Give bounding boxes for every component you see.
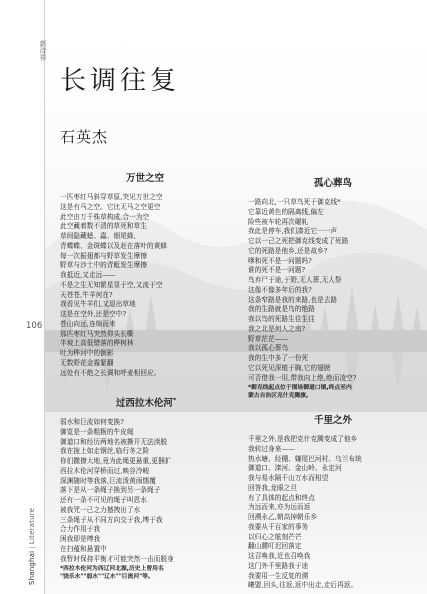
magazine-title: Shanghai <box>28 550 36 585</box>
footnote-line: 蒙古自治区克什克腾旗。 <box>248 393 312 400</box>
poem-line: 有了具体的起点和终点 <box>248 493 315 502</box>
poem-line: 深渊随时等我落,巨流泼黄雨懦覆 <box>60 476 156 485</box>
poem-line: 御道口和经历两地名被撕开无法渎脱 <box>60 437 168 446</box>
column-label: 新诗界 <box>39 40 47 61</box>
poem-line: 我与易水隔千山万水而相望 <box>248 474 329 482</box>
poem-line: 三条绳子从不同方向交于我,缚于我 <box>60 515 163 524</box>
poem-line: 我要从千百家的事务 <box>248 522 309 531</box>
poem-line: 我之北是何人之南? <box>248 324 306 333</box>
page-number: 106 <box>26 321 43 331</box>
poem-line: 为远而来,亦为远而返 <box>248 503 311 512</box>
poem-title: 过西拉木伦河* <box>115 396 177 409</box>
poem-line: 弱水和巨流如何变换? <box>60 418 124 426</box>
page-title: 长调往复 <box>60 66 181 96</box>
poem-line: 这召唤我,近也召唤我 <box>248 552 311 560</box>
poem-line: 我在拢上如走钢丝,临行冬之险 <box>60 447 150 456</box>
poem-line: 苍山向远,连绵而来 <box>60 319 116 328</box>
poem-line: 远处有不绝之长调和呼麦相回应。 <box>60 368 161 377</box>
poem-footnote <box>60 565 232 581</box>
poem-line: 御道口、滦河、金山岭、永定河 <box>248 464 342 473</box>
poem-line: 我的生中多了一份死 <box>248 354 309 362</box>
magazine-subtitle: Literature <box>28 507 36 545</box>
poem-title: 千里之外 <box>313 415 352 426</box>
poem-qianli-zhiwai <box>248 412 418 591</box>
poem-line: 可否借我一用,带我向上绝,绝而凌空? <box>248 373 357 382</box>
poem-line: 我的生路就是鸟的绝路 <box>248 305 315 314</box>
poem-line: 千里之外,是我把克什克腾变成了他乡 <box>248 435 358 443</box>
poem-line: 御览是一条粗粝的牛皮绳 <box>60 427 134 436</box>
margin-rule <box>44 0 45 594</box>
poem-line: 一匹枣红马斜穿草原,突见万世之空 <box>60 193 163 201</box>
poem-lines <box>60 418 232 564</box>
poem-line: 每一次振翅都与野草发生摩擦 <box>60 251 148 260</box>
poem-line: 我看见牛羊们,又退出草地 <box>60 300 136 309</box>
poem-line: 这是有马之空。它比无马之空更空 <box>60 202 161 211</box>
poem-line: 半坡上高低错落的桦树林 <box>60 339 134 348</box>
poem-line: 吐为桦河中的倒影 <box>60 349 114 357</box>
poem-line: 这是在空外,还是空中? <box>60 310 127 318</box>
poem-line: 不是之生无知繁星显于空,又流于空 <box>60 280 163 289</box>
poem-line: 落下是从一条绳子换到另一条绳子 <box>60 486 161 495</box>
poem-line: 在扫蕴和悬置中 <box>60 544 107 553</box>
poem-line: 西拉木伦河穿桥而过,映谷冷峻 <box>60 466 150 475</box>
poem-line: 翻山腰叮迟回落定 <box>248 542 302 551</box>
poem-line: 热水塘、经棚、嫌尾巴河村、乌兰布统 <box>248 454 362 463</box>
poem-line: 无数野花金霧緊翻 <box>60 358 114 367</box>
poem-line: 我要用一生反复的溯 <box>248 571 309 580</box>
poem-line: 被我咒一己之力撼拽出了水 <box>60 505 141 514</box>
poem-line: 合力作用于我 <box>60 525 101 534</box>
poem-line: 困我即是缚我 <box>60 535 101 543</box>
footnote-line: *西拉木伦河为西辽河北源,历史上曾用名 <box>60 566 164 573</box>
poem-line: 草间隐藏蟋、蟲、细尾蜂, <box>60 232 136 240</box>
poem-line: 我以鸟的死路生往生往 <box>248 315 315 323</box>
poem-line: 这像不像多年后的我? <box>248 285 312 294</box>
poem-line: 险些被车轮再次碾轧 <box>248 217 309 226</box>
poem-line: 此空藏着数不清的草死和草生 <box>60 222 148 231</box>
magazine-separator: | <box>28 546 36 549</box>
poem-wanshi-zhikong <box>60 170 230 378</box>
poem-line: 它以死见深植于胸,它的翅膀 <box>248 363 331 372</box>
magazine-name <box>28 508 36 585</box>
poem-line: 以归心之舷刻芒芒 <box>248 532 302 541</box>
poem-line: 鸟弃尸于途,于野,无人葬,无人祭 <box>248 276 342 284</box>
poem-line: 这门外千里路我于途 <box>248 561 309 570</box>
poem-line: 它以一己之死把御克线变成了死路 <box>248 237 349 245</box>
author-name: 石英杰 <box>60 128 109 146</box>
poem-line: 我以孤心葬鸟 <box>248 344 289 353</box>
poem-line: 天苍苍,牛羊何在? <box>60 290 113 299</box>
poem-line: 你们撒撩大地,竟为此绳更悬重,更捆扩 <box>60 457 172 465</box>
poem-line: 回溯永乙,朝高掉朝乐乡 <box>248 513 318 521</box>
poem-line: 它的死路是他乡,还是故乡? <box>248 246 328 255</box>
footnote-line: "饶乐水""弱水""辽水""巨流河"等。 <box>60 574 154 581</box>
poem-line: 它靠近黄色的隔离线,偏左 <box>248 207 324 216</box>
poem-guo-xilamulun-he <box>60 395 232 581</box>
poem-line: 野草与沙土中的青蚯发生摩擦 <box>60 261 148 270</box>
poem-footnote <box>248 384 418 400</box>
poem-line: 曦盟,回头,往返,返中出走,走后再返。 <box>248 581 358 590</box>
poem-line: 谁的死不是一问题? <box>248 266 306 275</box>
poem-line: 这条窄路是我的来路,也是去路 <box>248 295 338 304</box>
poem-line: 还有一条不可见的绳子叫恩水 <box>60 496 148 504</box>
poem-guxin-zangniao <box>248 175 418 400</box>
poem-line: 野草茫茫—— <box>248 334 289 343</box>
poem-title: 孤心葬鸟 <box>313 178 352 189</box>
poem-line: 那匹枣红马突然仰头长嘶 <box>60 329 134 338</box>
footnote-line: *御克线起点位于围场御道口镇,终点至内 <box>248 385 352 392</box>
poem-line: 一路向北,一只草鸟死于御克线* <box>248 198 341 206</box>
poem-line: 回答我,龙眼之旦 <box>248 483 298 492</box>
poem-lines <box>248 435 418 591</box>
poem-lines <box>248 198 418 383</box>
poem-line: 嗲和死不是一问题吗? <box>248 256 312 265</box>
poem-line: 我抵近,又走远—— <box>60 271 116 279</box>
poem-line: 我转过身来—— <box>248 444 295 453</box>
poem-line: 此空由万千株草构成,合一为空 <box>60 212 150 221</box>
poem-line: 我此是停车,我们凑近它一一声 <box>248 227 338 236</box>
poem-lines <box>60 193 230 378</box>
footnote-mark: * <box>172 396 177 404</box>
poem-line: 我暂时保持平衡才可能突然一击而脱身 <box>60 554 174 563</box>
poem-title: 万世之空 <box>125 173 164 184</box>
poem-line: 青蝶蝶、金斑蝶以及赶在落叶的黄蜂 <box>60 241 168 250</box>
